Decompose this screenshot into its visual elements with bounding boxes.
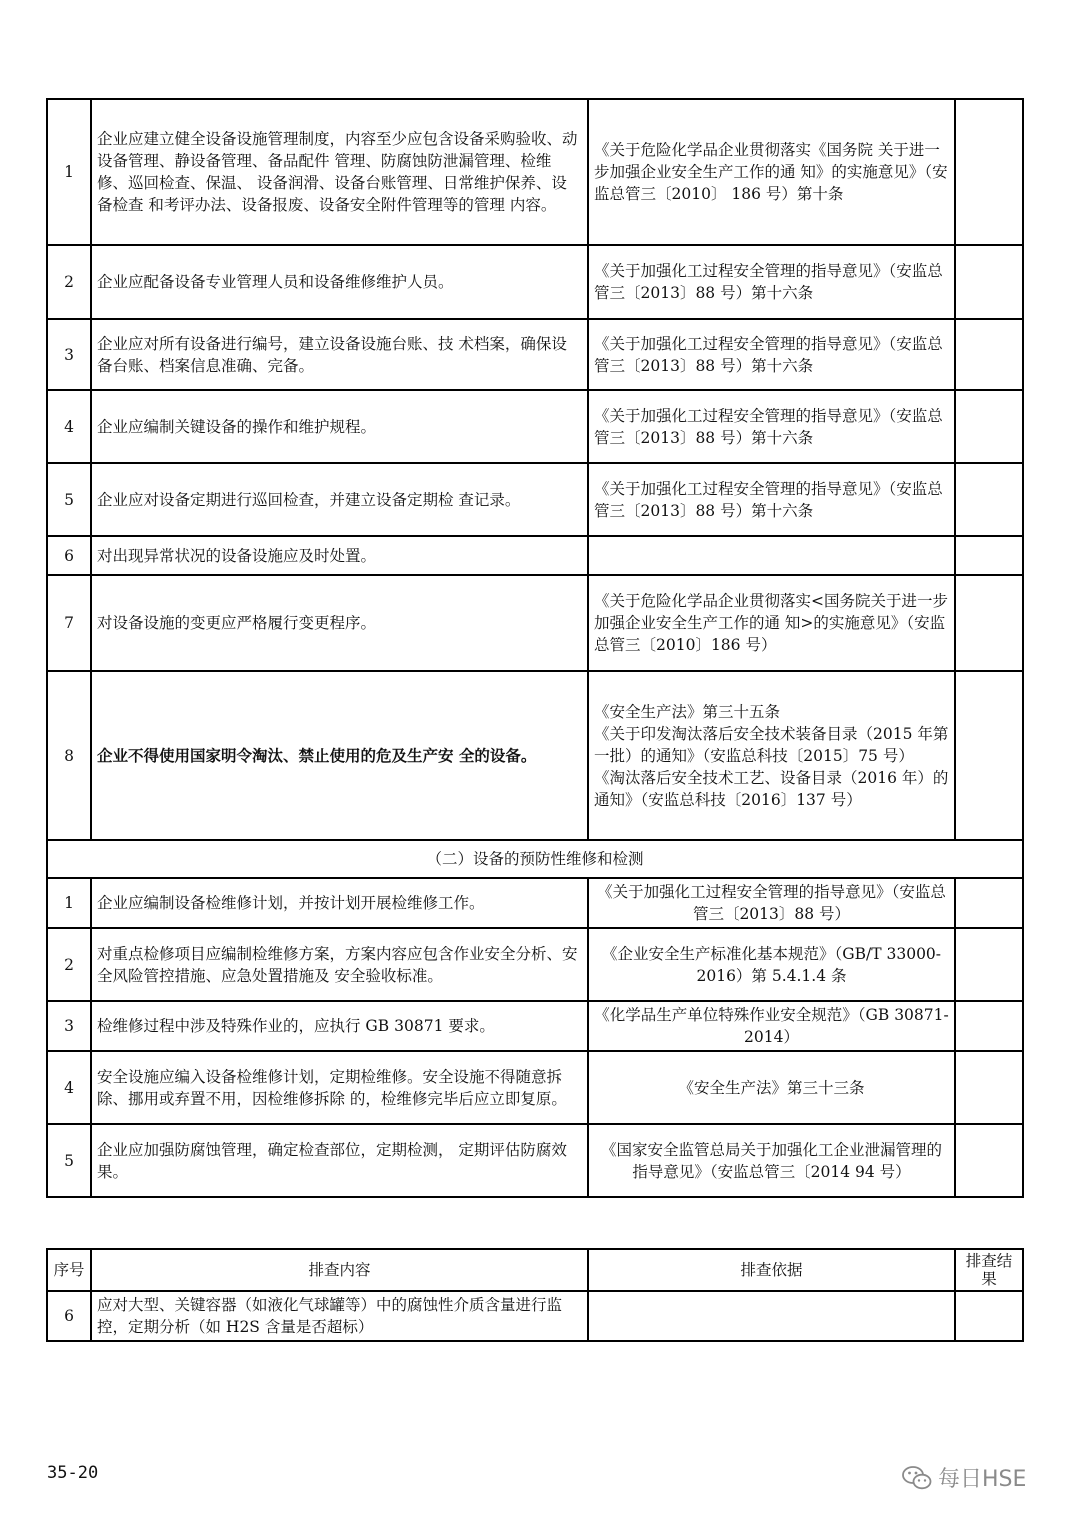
section-header-row xyxy=(47,840,1023,878)
check-result-cell xyxy=(955,536,1023,575)
section-title: （二）设备的预防性维修和检测 xyxy=(47,840,1023,878)
check-basis: 《关于危险化学品企业贯彻落实<国务院关于进一步加强企业安全生产工作的通 知>的实施意见》（安监总管三〔2010〕186 号） xyxy=(588,575,955,671)
check-result-cell xyxy=(955,575,1023,671)
header-result: 排查结果 xyxy=(955,1249,1023,1291)
check-content: 企业应编制关键设备的操作和维护规程。 xyxy=(91,390,588,463)
row-number: 4 xyxy=(47,390,91,463)
row-number: 1 xyxy=(47,99,91,245)
row-number: 3 xyxy=(47,319,91,390)
table-row xyxy=(47,319,1023,390)
check-content: 企业不得使用国家明令淘汰、禁止使用的危及生产安 全的设备。 xyxy=(91,671,588,840)
inspection-table-second xyxy=(46,1248,1024,1342)
check-basis: 《关于危险化学品企业贯彻落实《国务院 关于进一步加强企业安全生产工作的通 知》的实施意见》（安监总管三〔2010〕 186 号）第十条 xyxy=(588,99,955,245)
check-content: 对设备设施的变更应严格履行变更程序。 xyxy=(91,575,588,671)
table-row xyxy=(47,1001,1023,1051)
check-content: 安全设施应编入设备检维修计划，定期检维修。安全设施不得随意拆除、挪用或弃置不用，因检维修拆除 的，检维修完毕后应立即复原。 xyxy=(91,1051,588,1124)
row-number: 2 xyxy=(47,928,91,1001)
check-content: 企业应对设备定期进行巡回检查，并建立设备定期检 查记录。 xyxy=(91,463,588,536)
check-result-cell xyxy=(955,671,1023,840)
row-number: 6 xyxy=(47,1291,91,1341)
check-basis: 《关于加强化工过程安全管理的指导意见》（安监总管三〔2013〕88 号）第十六条 xyxy=(588,390,955,463)
row-number: 5 xyxy=(47,1124,91,1197)
table-row xyxy=(47,928,1023,1001)
check-content: 企业应建立健全设备设施管理制度，内容至少应包含设备采购验收、动设备管理、静设备管理、备品配件 管理、防腐蚀防泄漏管理、检维修、巡回检查、保温、 设备润滑、设备台账管理、日常维护保养、设备检查 和考评办法、设备报废、设备安全附件管理等的管理 内容。 xyxy=(91,99,588,245)
check-basis: 《安全生产法》第三十五条 《关于印发淘汰落后安全技术装备目录（2015 年第一批）的通知》（安监总科技〔2015〕75 号） 《淘汰落后安全技术工艺、设备目录（2016 年）的通知》（安监总科技〔2016〕137 号） xyxy=(588,671,955,840)
table-row xyxy=(47,99,1023,245)
check-basis xyxy=(588,536,955,575)
row-number: 8 xyxy=(47,671,91,840)
check-result-cell xyxy=(955,1291,1023,1341)
check-result-cell xyxy=(955,1051,1023,1124)
row-number: 3 xyxy=(47,1001,91,1051)
check-content: 企业应对所有设备进行编号，建立设备设施台账、技 术档案，确保设备台账、档案信息准确、完备。 xyxy=(91,319,588,390)
check-basis: 《国家安全监管总局关于加强化工企业泄漏管理的指导意见》（安监总管三〔2014 94 号） xyxy=(588,1124,955,1197)
wechat-icon xyxy=(902,1465,932,1491)
table-row xyxy=(47,878,1023,928)
table-row xyxy=(47,536,1023,575)
table-row xyxy=(47,1124,1023,1197)
check-content: 对重点检修项目应编制检维修方案，方案内容应包含作业安全分析、安全风险管控措施、应急处置措施及 安全验收标准。 xyxy=(91,928,588,1001)
check-result-cell xyxy=(955,319,1023,390)
check-result-cell xyxy=(955,245,1023,319)
table-header-row xyxy=(47,1249,1023,1291)
check-content: 对出现异常状况的设备设施应及时处置。 xyxy=(91,536,588,575)
row-number: 1 xyxy=(47,878,91,928)
row-number: 5 xyxy=(47,463,91,536)
row-number: 4 xyxy=(47,1051,91,1124)
check-basis: 《关于加强化工过程安全管理的指导意见》（安监总管三〔2013〕88 号）第十六条 xyxy=(588,245,955,319)
row-number: 7 xyxy=(47,575,91,671)
check-basis: 《关于加强化工过程安全管理的指导意见》（安监总管三〔2013〕88 号） xyxy=(588,878,955,928)
header-number: 序号 xyxy=(47,1249,91,1291)
table-row xyxy=(47,463,1023,536)
check-result-cell xyxy=(955,1124,1023,1197)
check-basis: 《企业安全生产标准化基本规范》（GB/T 33000-2016）第 5.4.1.4 条 xyxy=(588,928,955,1001)
table-row xyxy=(47,575,1023,671)
check-basis: 《关于加强化工过程安全管理的指导意见》（安监总管三〔2013〕88 号）第十六条 xyxy=(588,463,955,536)
check-content: 应对大型、关键容器（如液化气球罐等）中的腐蚀性介质含量进行监控，定期分析（如 H2S 含量是否超标） xyxy=(91,1291,588,1341)
check-basis xyxy=(588,1291,955,1341)
table-row xyxy=(47,671,1023,840)
watermark-text: 每日HSE xyxy=(938,1467,1027,1492)
check-result-cell xyxy=(955,390,1023,463)
check-result-cell xyxy=(955,463,1023,536)
check-result-cell xyxy=(955,1001,1023,1051)
table-row xyxy=(47,1051,1023,1124)
table-row xyxy=(47,390,1023,463)
check-result-cell xyxy=(955,928,1023,1001)
watermark xyxy=(902,1462,1026,1493)
row-number: 2 xyxy=(47,245,91,319)
check-basis: 《安全生产法》第三十三条 xyxy=(588,1051,955,1124)
table-row xyxy=(47,245,1023,319)
check-content: 企业应编制设备检维修计划，并按计划开展检维修工作。 xyxy=(91,878,588,928)
table-row xyxy=(47,1291,1023,1341)
check-basis: 《关于加强化工过程安全管理的指导意见》（安监总管三〔2013〕88 号）第十六条 xyxy=(588,319,955,390)
check-result-cell xyxy=(955,878,1023,928)
header-basis: 排查依据 xyxy=(588,1249,955,1291)
check-content: 检维修过程中涉及特殊作业的，应执行 GB 30871 要求。 xyxy=(91,1001,588,1051)
check-content: 企业应加强防腐蚀管理，确定检查部位，定期检测， 定期评估防腐效果。 xyxy=(91,1124,588,1197)
inspection-table-main xyxy=(46,98,1024,1198)
page-number: 35-20 xyxy=(47,1463,99,1483)
row-number: 6 xyxy=(47,536,91,575)
check-result-cell xyxy=(955,99,1023,245)
header-content: 排查内容 xyxy=(91,1249,588,1291)
check-content: 企业应配备设备专业管理人员和设备维修维护人员。 xyxy=(91,245,588,319)
check-basis: 《化学品生产单位特殊作业安全规范》（GB 30871-2014） xyxy=(588,1001,955,1051)
